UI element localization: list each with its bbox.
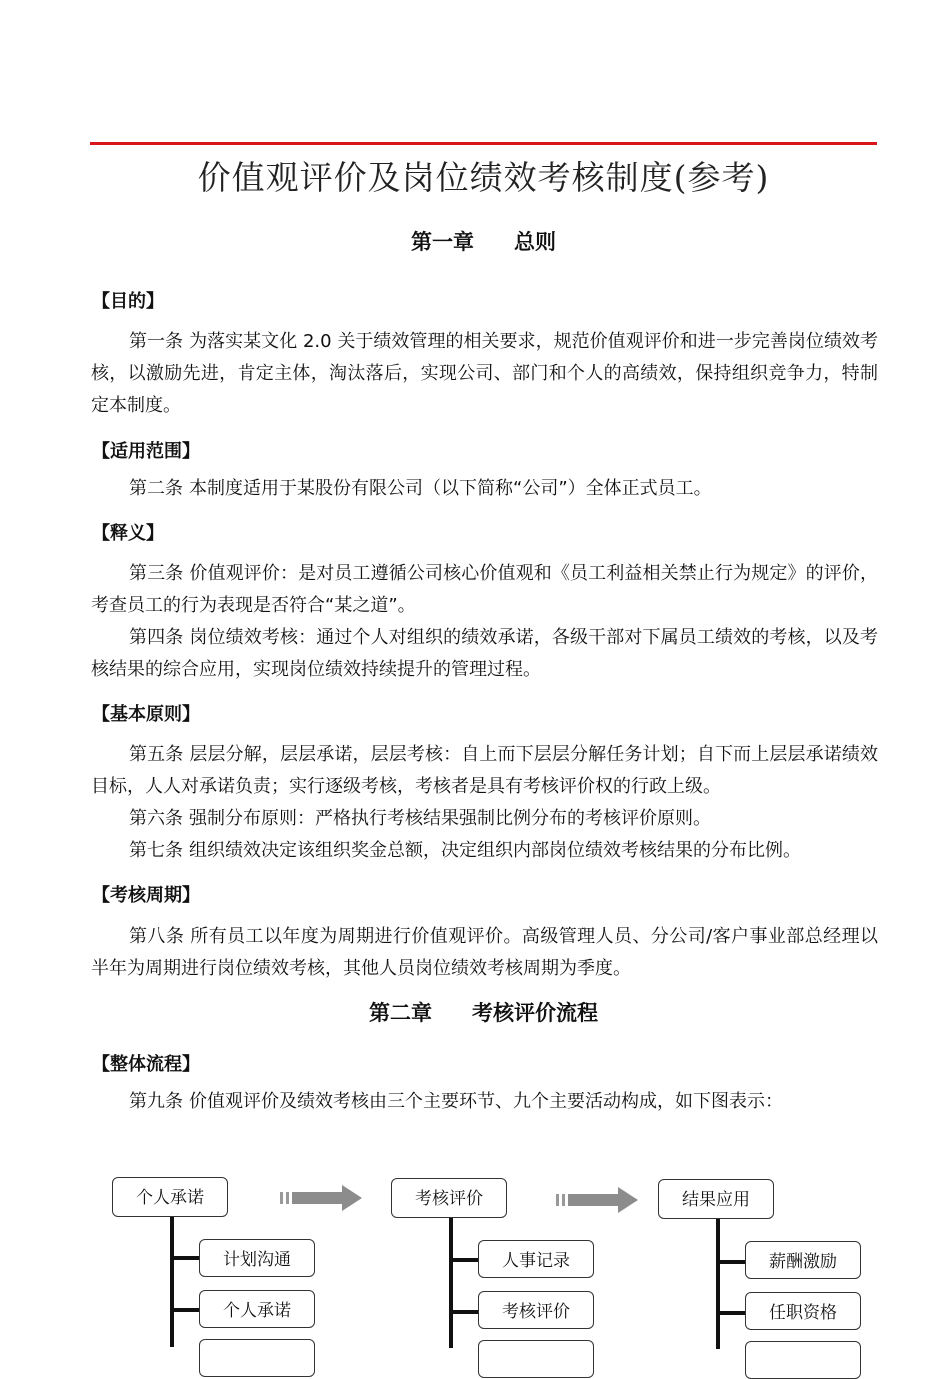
flow-stage-2-item-3: [478, 1340, 594, 1378]
article-4: [91, 622, 878, 686]
article-number: 第六条: [129, 808, 183, 829]
flow-stage-3: 结果应用: [658, 1179, 774, 1219]
article-text: 本制度适用于某股份有限公司（以下简称“公司”）全体正式员工。: [189, 478, 712, 499]
chapter-label: 第二章: [369, 1001, 432, 1025]
article-3: [91, 558, 878, 622]
section-principles: 【基本原则】: [92, 704, 200, 725]
article-number: 第四条: [129, 627, 184, 648]
chapter-label: 第一章: [411, 230, 474, 254]
flow-connector: [170, 1308, 200, 1312]
article-number: 第八条: [129, 926, 185, 947]
article-7: [91, 835, 878, 867]
flow-connector: [449, 1218, 453, 1348]
flow-connector: [716, 1219, 720, 1349]
article-9: [91, 1086, 878, 1118]
article-2: [91, 473, 878, 505]
article-8: [91, 921, 878, 985]
flow-stage-3-item-3: [745, 1341, 861, 1379]
article-number: 第二条: [129, 478, 183, 499]
flow-stage-1-item-1: 计划沟通: [199, 1239, 315, 1277]
section-purpose: 【目的】: [92, 291, 164, 312]
article-number: 第三条: [129, 563, 184, 584]
article-text: 岗位绩效考核：通过个人对组织的绩效承诺，各级干部对下属员工绩效的考核，以及考核结果的综合应用，实现岗位绩效持续提升的管理过程。: [91, 627, 878, 680]
flow-connector: [716, 1311, 746, 1315]
flow-stage-3-item-2: 任职资格: [745, 1292, 861, 1330]
section-definitions: 【释义】: [92, 523, 164, 544]
article-1: [91, 326, 878, 422]
header-rule: [90, 142, 877, 145]
flow-stage-1-item-2: 个人承诺: [199, 1290, 315, 1328]
article-number: 第五条: [129, 744, 184, 765]
article-6: [91, 803, 878, 835]
article-text: 组织绩效决定该组织奖金总额，决定组织内部岗位绩效考核结果的分布比例。: [189, 840, 801, 861]
article-text: 强制分布原则：严格执行考核结果强制比例分布的考核评价原则。: [189, 808, 711, 829]
section-overall: 【整体流程】: [92, 1054, 200, 1075]
article-number: 第七条: [129, 840, 183, 861]
flow-connector: [170, 1217, 174, 1347]
article-text: 所有员工以年度为周期进行价值观评价。高级管理人员、分公司/客户事业部总经理以半年为周期进行岗位绩效考核，其他人员岗位绩效考核周期为季度。: [91, 926, 879, 979]
article-number: 第九条: [129, 1091, 183, 1112]
chapter-heading-1: [90, 226, 877, 256]
flow-stage-2-item-2: 考核评价: [478, 1291, 594, 1329]
article-text: 为落实某文化 2.0 关于绩效管理的相关要求，规范价值观评价和进一步完善岗位绩效考核，以激励先进，肯定主体，淘汰落后，实现公司、部门和个人的高绩效，保持组织竞争力，特制定本制度。: [91, 331, 878, 416]
flow-connector: [716, 1260, 746, 1264]
flow-connector: [449, 1310, 479, 1314]
process-flow-diagram: [0, 1150, 950, 1344]
chapter-name: 考核评价流程: [472, 1001, 598, 1025]
document-title: 价值观评价及岗位绩效考核制度(参考): [197, 158, 770, 197]
flow-arrow-right-icon: [280, 1183, 364, 1213]
flow-stage-1-item-3: [199, 1339, 315, 1377]
article-text: 层层分解，层层承诺，层层考核：自上而下层层分解任务计划；自下而上层层承诺绩效目标，人人对承诺负责；实行逐级考核，考核者是具有考核评价权的行政上级。: [91, 744, 878, 797]
flow-connector: [449, 1258, 479, 1262]
chapter-name: 总则: [514, 230, 556, 254]
section-cycle: 【考核周期】: [92, 885, 200, 906]
article-5: [91, 739, 878, 803]
chapter-heading-2: [90, 997, 877, 1027]
flow-stage-1: 个人承诺: [112, 1177, 228, 1217]
flow-connector: [170, 1256, 200, 1260]
article-text: 价值观评价：是对员工遵循公司核心价值观和《员工利益相关禁止行为规定》的评价，考查员工的行为表现是否符合“某之道”。: [91, 563, 878, 616]
article-number: 第一条: [129, 331, 184, 352]
section-scope: 【适用范围】: [92, 441, 200, 462]
flow-stage-3-item-1: 薪酬激励: [745, 1241, 861, 1279]
flow-stage-2: 考核评价: [391, 1178, 507, 1218]
article-text: 价值观评价及绩效考核由三个主要环节、九个主要活动构成，如下图表示：: [189, 1091, 783, 1112]
flow-arrow-right-icon: [556, 1185, 640, 1215]
flow-stage-2-item-1: 人事记录: [478, 1240, 594, 1278]
